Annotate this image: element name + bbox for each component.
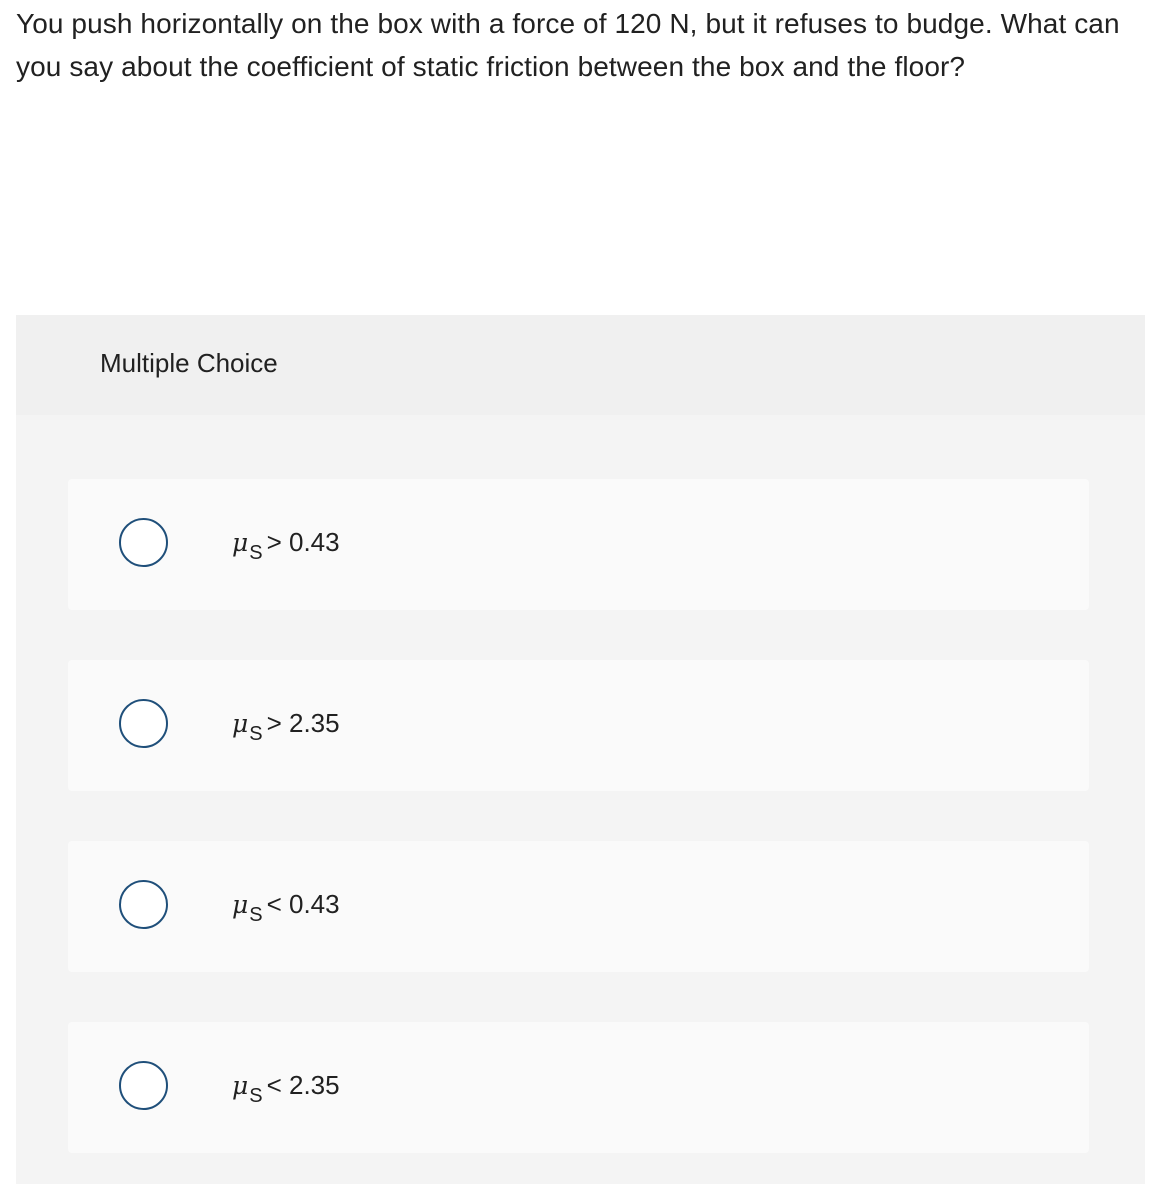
mu-symbol: μ [232,528,249,557]
choice-relation: < 0.43 [266,889,340,919]
multiple-choice-header [16,315,1145,415]
choice-relation: > 0.43 [266,527,340,557]
choice-option-1[interactable] [68,479,1089,610]
subscript: S [249,723,263,745]
mu-symbol: μ [232,1071,249,1100]
multiple-choice-panel [16,315,1145,1184]
choice-list [68,479,1089,1203]
radio-button[interactable] [119,518,168,567]
choice-option-2[interactable] [68,660,1089,791]
subscript: S [249,542,263,564]
mu-symbol: μ [232,709,249,738]
question-text: You push horizontally on the box with a force of 120 N, but it refuses to budge. What can you say about the coefficient of static friction between the box and the floor? [16,8,1120,82]
radio-button[interactable] [119,1061,168,1110]
choice-relation: > 2.35 [266,708,340,738]
choice-option-4[interactable] [68,1022,1089,1153]
choice-option-3[interactable] [68,841,1089,972]
choice-relation: < 2.35 [266,1070,340,1100]
choice-label [232,889,340,926]
radio-button[interactable] [119,880,168,929]
multiple-choice-label: Multiple Choice [100,348,278,378]
subscript: S [249,904,263,926]
radio-button[interactable] [119,699,168,748]
subscript: S [249,1085,263,1107]
choice-label [232,1070,340,1107]
choice-label [232,527,340,564]
mu-symbol: μ [232,890,249,919]
choice-label [232,708,340,745]
